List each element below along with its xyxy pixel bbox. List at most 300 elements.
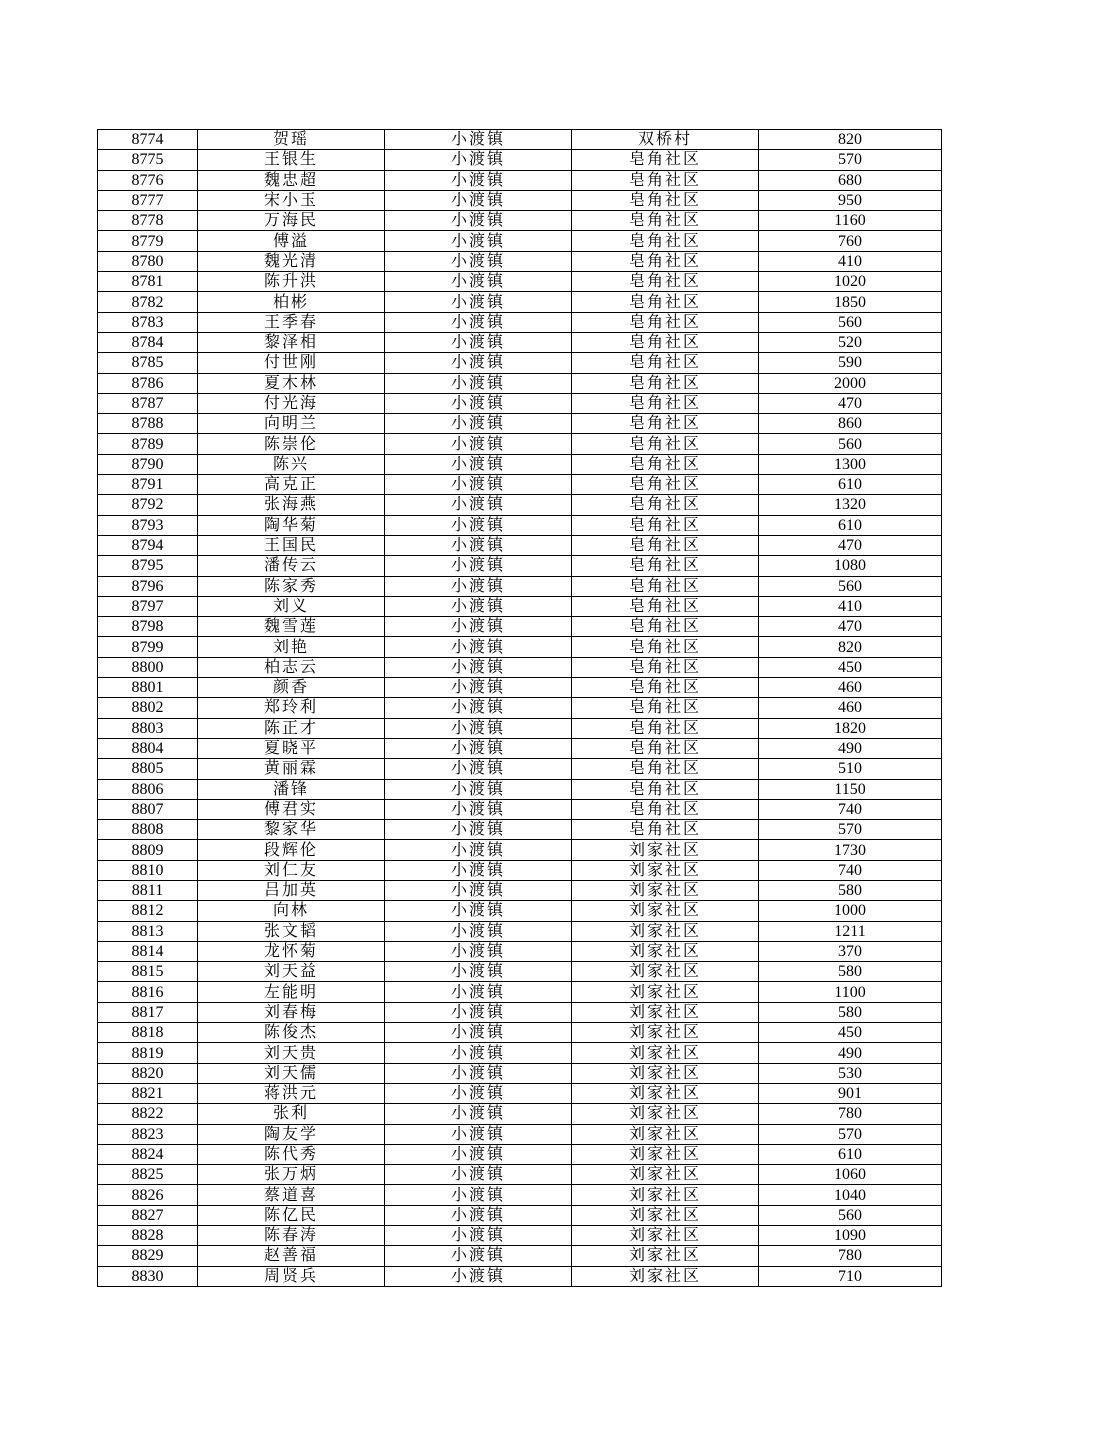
town-cell: 小渡镇	[385, 759, 572, 779]
table-row	[98, 150, 942, 170]
table-row	[98, 190, 942, 210]
table-row	[98, 211, 942, 231]
name-cell: 潘锋	[198, 779, 385, 799]
community-cell: 刘家社区	[572, 982, 759, 1002]
name-cell: 万海民	[198, 211, 385, 231]
amount-cell: 1820	[759, 718, 942, 738]
row-number-cell: 8783	[98, 312, 198, 332]
name-cell: 刘天贵	[198, 1043, 385, 1063]
name-cell: 王国民	[198, 535, 385, 555]
row-number-cell: 8821	[98, 1083, 198, 1103]
table-row	[98, 738, 942, 758]
row-number-cell: 8780	[98, 251, 198, 271]
town-cell: 小渡镇	[385, 1144, 572, 1164]
community-cell: 双桥村	[572, 130, 759, 150]
name-cell: 张利	[198, 1104, 385, 1124]
community-cell: 皂角社区	[572, 799, 759, 819]
town-cell: 小渡镇	[385, 860, 572, 880]
community-cell: 皂角社区	[572, 393, 759, 413]
name-cell: 刘天儒	[198, 1063, 385, 1083]
amount-cell: 560	[759, 1205, 942, 1225]
amount-cell: 560	[759, 312, 942, 332]
row-number-cell: 8805	[98, 759, 198, 779]
amount-cell: 490	[759, 738, 942, 758]
community-cell: 皂角社区	[572, 596, 759, 616]
community-cell: 刘家社区	[572, 1043, 759, 1063]
name-cell: 陈升洪	[198, 272, 385, 292]
community-cell: 皂角社区	[572, 698, 759, 718]
table-row	[98, 1104, 942, 1124]
community-cell: 刘家社区	[572, 1124, 759, 1144]
row-number-cell: 8787	[98, 393, 198, 413]
name-cell: 黎家华	[198, 820, 385, 840]
name-cell: 宋小玉	[198, 190, 385, 210]
town-cell: 小渡镇	[385, 982, 572, 1002]
amount-cell: 460	[759, 698, 942, 718]
row-number-cell: 8794	[98, 535, 198, 555]
row-number-cell: 8815	[98, 962, 198, 982]
amount-cell: 1000	[759, 901, 942, 921]
name-cell: 张万炳	[198, 1165, 385, 1185]
amount-cell: 580	[759, 880, 942, 900]
name-cell: 张文韬	[198, 921, 385, 941]
amount-cell: 470	[759, 617, 942, 637]
amount-cell: 760	[759, 231, 942, 251]
community-cell: 皂角社区	[572, 150, 759, 170]
town-cell: 小渡镇	[385, 738, 572, 758]
amount-cell: 2000	[759, 373, 942, 393]
row-number-cell: 8803	[98, 718, 198, 738]
community-cell: 皂角社区	[572, 515, 759, 535]
town-cell: 小渡镇	[385, 657, 572, 677]
table-row	[98, 1144, 942, 1164]
town-cell: 小渡镇	[385, 495, 572, 515]
table-body	[98, 130, 942, 1287]
town-cell: 小渡镇	[385, 1165, 572, 1185]
community-cell: 刘家社区	[572, 1226, 759, 1246]
community-cell: 皂角社区	[572, 251, 759, 271]
amount-cell: 570	[759, 150, 942, 170]
table-row	[98, 637, 942, 657]
row-number-cell: 8810	[98, 860, 198, 880]
row-number-cell: 8802	[98, 698, 198, 718]
row-number-cell: 8775	[98, 150, 198, 170]
town-cell: 小渡镇	[385, 840, 572, 860]
row-number-cell: 8792	[98, 495, 198, 515]
table-row	[98, 596, 942, 616]
town-cell: 小渡镇	[385, 475, 572, 495]
community-cell: 刘家社区	[572, 941, 759, 961]
row-number-cell: 8799	[98, 637, 198, 657]
town-cell: 小渡镇	[385, 1185, 572, 1205]
community-cell: 刘家社区	[572, 1104, 759, 1124]
table-row	[98, 1185, 942, 1205]
row-number-cell: 8778	[98, 211, 198, 231]
community-cell: 刘家社区	[572, 901, 759, 921]
community-cell: 皂角社区	[572, 353, 759, 373]
community-cell: 皂角社区	[572, 454, 759, 474]
town-cell: 小渡镇	[385, 190, 572, 210]
town-cell: 小渡镇	[385, 1246, 572, 1266]
row-number-cell: 8824	[98, 1144, 198, 1164]
town-cell: 小渡镇	[385, 1104, 572, 1124]
row-number-cell: 8827	[98, 1205, 198, 1225]
name-cell: 刘春梅	[198, 1002, 385, 1022]
table-row	[98, 170, 942, 190]
table-row	[98, 353, 942, 373]
amount-cell: 820	[759, 637, 942, 657]
table-row	[98, 373, 942, 393]
community-cell: 皂角社区	[572, 637, 759, 657]
row-number-cell: 8804	[98, 738, 198, 758]
name-cell: 高克正	[198, 475, 385, 495]
town-cell: 小渡镇	[385, 130, 572, 150]
amount-cell: 780	[759, 1104, 942, 1124]
table-row	[98, 921, 942, 941]
name-cell: 周贤兵	[198, 1266, 385, 1286]
table-row	[98, 1205, 942, 1225]
table-row	[98, 231, 942, 251]
name-cell: 郑玲利	[198, 698, 385, 718]
community-cell: 刘家社区	[572, 1063, 759, 1083]
data-table	[97, 129, 942, 1287]
community-cell: 刘家社区	[572, 1185, 759, 1205]
town-cell: 小渡镇	[385, 231, 572, 251]
amount-cell: 590	[759, 353, 942, 373]
table-row	[98, 1023, 942, 1043]
name-cell: 王季春	[198, 312, 385, 332]
table-row	[98, 1246, 942, 1266]
table-row	[98, 556, 942, 576]
name-cell: 夏晓平	[198, 738, 385, 758]
amount-cell: 1160	[759, 211, 942, 231]
table-row	[98, 617, 942, 637]
row-number-cell: 8807	[98, 799, 198, 819]
table-row	[98, 475, 942, 495]
name-cell: 向林	[198, 901, 385, 921]
name-cell: 陶友学	[198, 1124, 385, 1144]
community-cell: 皂角社区	[572, 759, 759, 779]
town-cell: 小渡镇	[385, 1002, 572, 1022]
community-cell: 皂角社区	[572, 495, 759, 515]
row-number-cell: 8828	[98, 1226, 198, 1246]
community-cell: 刘家社区	[572, 1023, 759, 1043]
name-cell: 刘仁友	[198, 860, 385, 880]
row-number-cell: 8822	[98, 1104, 198, 1124]
name-cell: 黄丽霖	[198, 759, 385, 779]
table-row	[98, 495, 942, 515]
community-cell: 皂角社区	[572, 657, 759, 677]
town-cell: 小渡镇	[385, 434, 572, 454]
table-row	[98, 130, 942, 150]
table-row	[98, 840, 942, 860]
community-cell: 皂角社区	[572, 414, 759, 434]
town-cell: 小渡镇	[385, 596, 572, 616]
name-cell: 付光海	[198, 393, 385, 413]
table-row	[98, 901, 942, 921]
amount-cell: 820	[759, 130, 942, 150]
amount-cell: 740	[759, 860, 942, 880]
amount-cell: 1730	[759, 840, 942, 860]
community-cell: 皂角社区	[572, 678, 759, 698]
table-row	[98, 962, 942, 982]
town-cell: 小渡镇	[385, 901, 572, 921]
row-number-cell: 8826	[98, 1185, 198, 1205]
row-number-cell: 8781	[98, 272, 198, 292]
row-number-cell: 8811	[98, 880, 198, 900]
table-row	[98, 434, 942, 454]
community-cell: 皂角社区	[572, 292, 759, 312]
row-number-cell: 8791	[98, 475, 198, 495]
town-cell: 小渡镇	[385, 150, 572, 170]
name-cell: 夏木林	[198, 373, 385, 393]
community-cell: 刘家社区	[572, 1083, 759, 1103]
table-row	[98, 454, 942, 474]
amount-cell: 1300	[759, 454, 942, 474]
community-cell: 皂角社区	[572, 617, 759, 637]
row-number-cell: 8776	[98, 170, 198, 190]
amount-cell: 450	[759, 657, 942, 677]
table-row	[98, 251, 942, 271]
town-cell: 小渡镇	[385, 312, 572, 332]
name-cell: 陈崇伦	[198, 434, 385, 454]
community-cell: 刘家社区	[572, 1205, 759, 1225]
table-row	[98, 759, 942, 779]
row-number-cell: 8796	[98, 576, 198, 596]
name-cell: 柏彬	[198, 292, 385, 312]
amount-cell: 610	[759, 1144, 942, 1164]
town-cell: 小渡镇	[385, 332, 572, 352]
table-row	[98, 1083, 942, 1103]
name-cell: 魏光清	[198, 251, 385, 271]
amount-cell: 610	[759, 515, 942, 535]
town-cell: 小渡镇	[385, 820, 572, 840]
table-row	[98, 1226, 942, 1246]
town-cell: 小渡镇	[385, 251, 572, 271]
town-cell: 小渡镇	[385, 353, 572, 373]
table-row	[98, 393, 942, 413]
name-cell: 向明兰	[198, 414, 385, 434]
amount-cell: 780	[759, 1246, 942, 1266]
community-cell: 刘家社区	[572, 1246, 759, 1266]
amount-cell: 580	[759, 962, 942, 982]
row-number-cell: 8808	[98, 820, 198, 840]
table-row	[98, 414, 942, 434]
town-cell: 小渡镇	[385, 1083, 572, 1103]
name-cell: 王银生	[198, 150, 385, 170]
town-cell: 小渡镇	[385, 1023, 572, 1043]
town-cell: 小渡镇	[385, 556, 572, 576]
table-row	[98, 292, 942, 312]
amount-cell: 1100	[759, 982, 942, 1002]
amount-cell: 1320	[759, 495, 942, 515]
name-cell: 潘传云	[198, 556, 385, 576]
amount-cell: 470	[759, 535, 942, 555]
town-cell: 小渡镇	[385, 1124, 572, 1144]
community-cell: 刘家社区	[572, 840, 759, 860]
amount-cell: 580	[759, 1002, 942, 1022]
community-cell: 皂角社区	[572, 718, 759, 738]
name-cell: 颜香	[198, 678, 385, 698]
row-number-cell: 8823	[98, 1124, 198, 1144]
community-cell: 皂角社区	[572, 190, 759, 210]
name-cell: 段辉伦	[198, 840, 385, 860]
community-cell: 皂角社区	[572, 475, 759, 495]
name-cell: 赵善福	[198, 1246, 385, 1266]
town-cell: 小渡镇	[385, 617, 572, 637]
row-number-cell: 8793	[98, 515, 198, 535]
town-cell: 小渡镇	[385, 211, 572, 231]
town-cell: 小渡镇	[385, 272, 572, 292]
town-cell: 小渡镇	[385, 292, 572, 312]
community-cell: 刘家社区	[572, 1144, 759, 1164]
amount-cell: 680	[759, 170, 942, 190]
row-number-cell: 8785	[98, 353, 198, 373]
amount-cell: 510	[759, 759, 942, 779]
town-cell: 小渡镇	[385, 779, 572, 799]
community-cell: 皂角社区	[572, 779, 759, 799]
community-cell: 皂角社区	[572, 332, 759, 352]
table-row	[98, 1063, 942, 1083]
row-number-cell: 8786	[98, 373, 198, 393]
table-row	[98, 1002, 942, 1022]
community-cell: 刘家社区	[572, 1266, 759, 1286]
community-cell: 皂角社区	[572, 434, 759, 454]
table-row	[98, 1124, 942, 1144]
amount-cell: 1040	[759, 1185, 942, 1205]
table-row	[98, 860, 942, 880]
name-cell: 张海燕	[198, 495, 385, 515]
name-cell: 刘义	[198, 596, 385, 616]
table-row	[98, 982, 942, 1002]
name-cell: 黎泽相	[198, 332, 385, 352]
community-cell: 皂角社区	[572, 820, 759, 840]
row-number-cell: 8779	[98, 231, 198, 251]
name-cell: 龙怀菊	[198, 941, 385, 961]
table-row	[98, 678, 942, 698]
row-number-cell: 8777	[98, 190, 198, 210]
town-cell: 小渡镇	[385, 1226, 572, 1246]
name-cell: 傅溢	[198, 231, 385, 251]
row-number-cell: 8801	[98, 678, 198, 698]
table-row	[98, 1266, 942, 1286]
table-row	[98, 535, 942, 555]
community-cell: 皂角社区	[572, 272, 759, 292]
town-cell: 小渡镇	[385, 962, 572, 982]
name-cell: 魏忠超	[198, 170, 385, 190]
community-cell: 皂角社区	[572, 535, 759, 555]
town-cell: 小渡镇	[385, 799, 572, 819]
name-cell: 陈兴	[198, 454, 385, 474]
name-cell: 陈春涛	[198, 1226, 385, 1246]
row-number-cell: 8788	[98, 414, 198, 434]
amount-cell: 1211	[759, 921, 942, 941]
row-number-cell: 8820	[98, 1063, 198, 1083]
row-number-cell: 8818	[98, 1023, 198, 1043]
town-cell: 小渡镇	[385, 880, 572, 900]
row-number-cell: 8789	[98, 434, 198, 454]
name-cell: 蔡道喜	[198, 1185, 385, 1205]
amount-cell: 1150	[759, 779, 942, 799]
table-row	[98, 272, 942, 292]
town-cell: 小渡镇	[385, 1063, 572, 1083]
town-cell: 小渡镇	[385, 941, 572, 961]
amount-cell: 520	[759, 332, 942, 352]
amount-cell: 901	[759, 1083, 942, 1103]
community-cell: 刘家社区	[572, 1165, 759, 1185]
amount-cell: 740	[759, 799, 942, 819]
amount-cell: 560	[759, 434, 942, 454]
row-number-cell: 8800	[98, 657, 198, 677]
town-cell: 小渡镇	[385, 678, 572, 698]
amount-cell: 1080	[759, 556, 942, 576]
table-row	[98, 312, 942, 332]
table-row	[98, 576, 942, 596]
name-cell: 刘艳	[198, 637, 385, 657]
row-number-cell: 8814	[98, 941, 198, 961]
table-row	[98, 941, 942, 961]
town-cell: 小渡镇	[385, 515, 572, 535]
town-cell: 小渡镇	[385, 414, 572, 434]
amount-cell: 950	[759, 190, 942, 210]
amount-cell: 710	[759, 1266, 942, 1286]
amount-cell: 860	[759, 414, 942, 434]
amount-cell: 560	[759, 576, 942, 596]
name-cell: 付世刚	[198, 353, 385, 373]
name-cell: 陈俊杰	[198, 1023, 385, 1043]
name-cell: 魏雪莲	[198, 617, 385, 637]
amount-cell: 1060	[759, 1165, 942, 1185]
community-cell: 皂角社区	[572, 231, 759, 251]
name-cell: 陈正才	[198, 718, 385, 738]
table-row	[98, 718, 942, 738]
amount-cell: 470	[759, 393, 942, 413]
row-number-cell: 8817	[98, 1002, 198, 1022]
community-cell: 皂角社区	[572, 170, 759, 190]
community-cell: 皂角社区	[572, 373, 759, 393]
name-cell: 柏志云	[198, 657, 385, 677]
town-cell: 小渡镇	[385, 1205, 572, 1225]
name-cell: 贺瑶	[198, 130, 385, 150]
table-row	[98, 698, 942, 718]
row-number-cell: 8812	[98, 901, 198, 921]
name-cell: 傅君实	[198, 799, 385, 819]
name-cell: 吕加英	[198, 880, 385, 900]
row-number-cell: 8782	[98, 292, 198, 312]
amount-cell: 610	[759, 475, 942, 495]
row-number-cell: 8790	[98, 454, 198, 474]
table-row	[98, 657, 942, 677]
town-cell: 小渡镇	[385, 576, 572, 596]
table-row	[98, 820, 942, 840]
community-cell: 皂角社区	[572, 576, 759, 596]
amount-cell: 530	[759, 1063, 942, 1083]
name-cell: 陈代秀	[198, 1144, 385, 1164]
table-row	[98, 799, 942, 819]
row-number-cell: 8795	[98, 556, 198, 576]
town-cell: 小渡镇	[385, 698, 572, 718]
table-row	[98, 332, 942, 352]
row-number-cell: 8829	[98, 1246, 198, 1266]
amount-cell: 410	[759, 596, 942, 616]
name-cell: 陈家秀	[198, 576, 385, 596]
amount-cell: 570	[759, 820, 942, 840]
town-cell: 小渡镇	[385, 170, 572, 190]
community-cell: 刘家社区	[572, 962, 759, 982]
table-row	[98, 515, 942, 535]
table-row	[98, 779, 942, 799]
community-cell: 皂角社区	[572, 211, 759, 231]
